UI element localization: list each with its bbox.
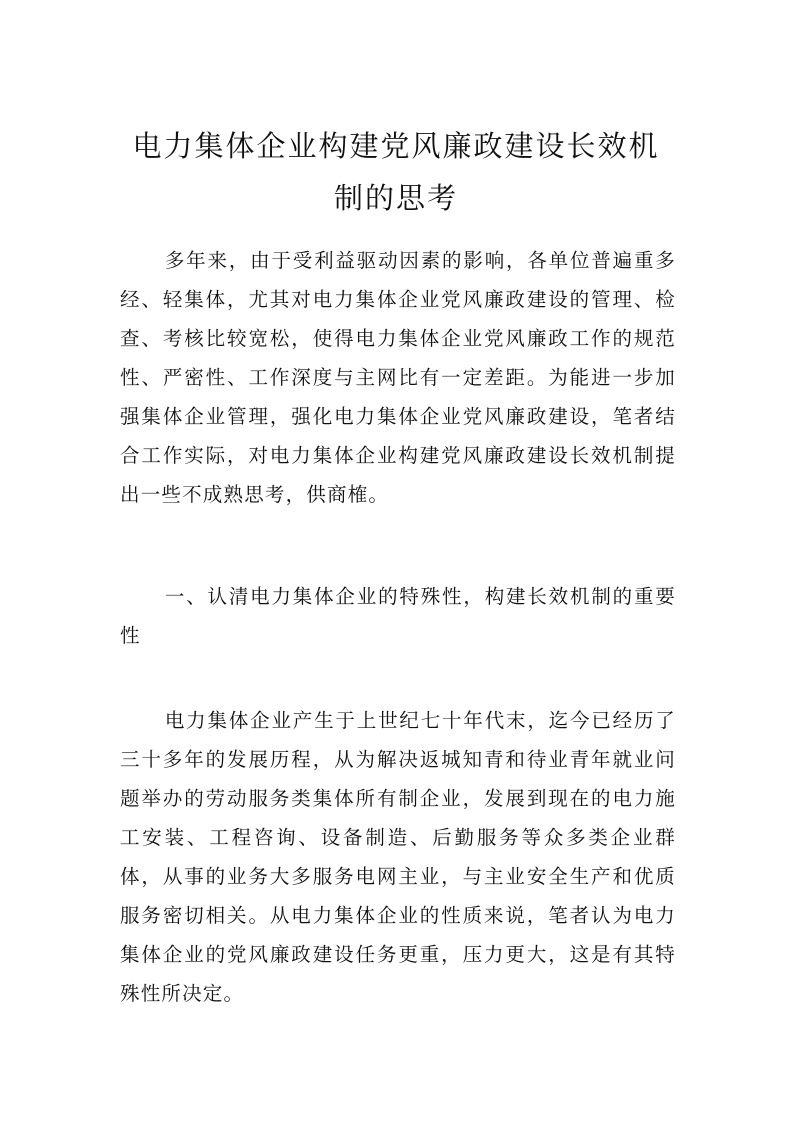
section-heading: 一、认清电力集体企业的特殊性，构建长效机制的重要性	[120, 585, 676, 647]
intro-paragraph: 多年来，由于受利益驱动因素的影响，各单位普遍重多经、轻集体，尤其对电力集体企业党风廉政建设的管理、检查、考核比较宽松，使得电力集体企业党风廉政工作的规范性、严密性、工作深度与主网比有一定差距。为能进一步加强集体企业管理，强化电力集体企业党风廉政建设，笔者结合工作实际，对电力集体企业构建党风廉政建设长效机制提出一些不成熟思考，供商榷。	[120, 249, 676, 506]
document-title: 电力集体企业构建党风廉政建设长效机制的思考	[132, 129, 660, 215]
body-paragraph: 电力集体企业产生于上世纪七十年代末，迄今已经历了三十多年的发展历程，从为解决返城知青和待业青年就业问题举办的劳动服务类集体所有制企业，发展到现在的电力施工安装、工程咨询、设备制造、后勤服务等众多类企业群体，从事的业务大多服务电网主业，与主业安全生产和优质服务密切相关。从电力集体企业的性质来说，笔者认为电力集体企业的党风廉政建设任务更重，压力更大，这是有其特殊性所决定。	[120, 709, 676, 1005]
